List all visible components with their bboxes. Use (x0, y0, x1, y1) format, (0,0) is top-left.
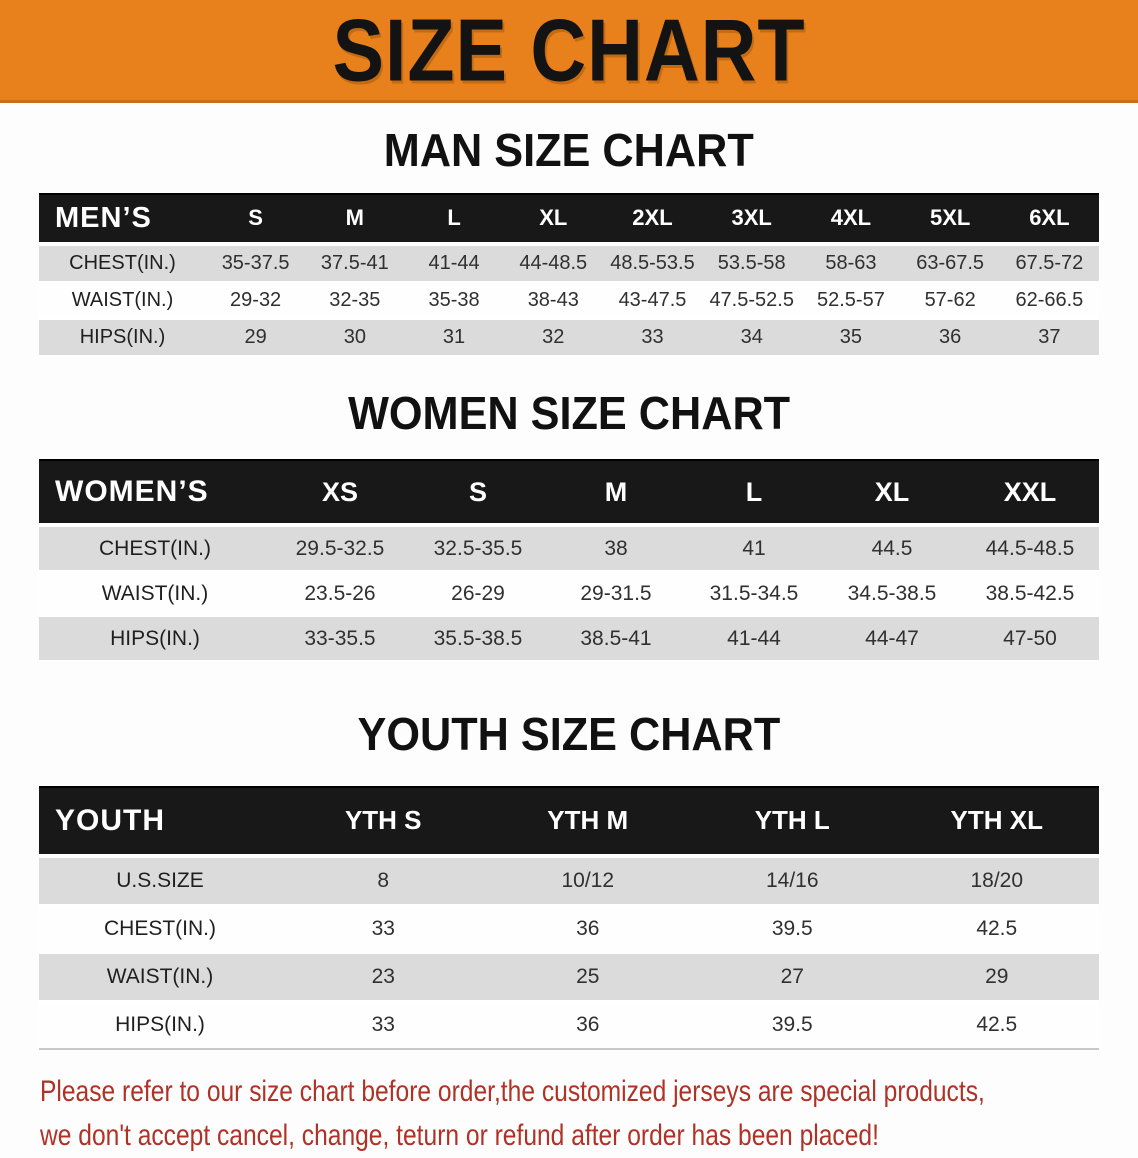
measurement-value: 31 (404, 319, 503, 356)
measurement-value: 62-66.5 (1000, 282, 1099, 319)
measurement-value: 8 (281, 856, 486, 905)
size-column-header: YTH XL (895, 787, 1100, 856)
measurement-value: 39.5 (690, 1001, 895, 1049)
disclaimer-line-1: Please refer to our size chart before order,the customized jerseys are special products, (40, 1074, 985, 1108)
women-section-heading-text: WOMEN SIZE CHART (347, 386, 790, 439)
measurement-value: 34.5-38.5 (823, 571, 961, 616)
measurement-value: 38.5-41 (547, 616, 685, 661)
measurement-value: 29-32 (206, 282, 305, 319)
measurement-row (39, 525, 1099, 571)
measurement-row (39, 571, 1099, 616)
measurement-value: 33 (281, 1001, 486, 1049)
measurement-row (39, 1001, 1099, 1049)
size-column-header: M (547, 460, 685, 525)
group-label: YOUTH (39, 787, 281, 856)
measurement-value: 41-44 (685, 616, 823, 661)
size-column-header: S (409, 460, 547, 525)
youth-section-heading (0, 709, 1138, 760)
measurement-value: 33-35.5 (271, 616, 409, 661)
measurement-value: 33 (281, 905, 486, 953)
measurement-value: 35-37.5 (206, 244, 305, 282)
size-header-row (39, 787, 1099, 856)
size-column-header: 2XL (603, 194, 702, 244)
size-column-header: YTH L (690, 787, 895, 856)
youth-size-table (39, 786, 1099, 1050)
size-header-row (39, 194, 1099, 244)
man-section-heading (0, 125, 1138, 176)
size-column-header: XS (271, 460, 409, 525)
measurement-value: 14/16 (690, 856, 895, 905)
size-column-header: 5XL (901, 194, 1000, 244)
measurement-value: 52.5-57 (801, 282, 900, 319)
banner-title: SIZE CHART (332, 0, 806, 100)
measurement-value: 32-35 (305, 282, 404, 319)
banner (0, 0, 1138, 103)
man-size-section (0, 125, 1138, 357)
measurement-row (39, 319, 1099, 356)
measurement-value: 30 (305, 319, 404, 356)
group-label: WOMEN’S (39, 460, 271, 525)
measurement-row (39, 856, 1099, 905)
measurement-value: 23 (281, 953, 486, 1001)
measurement-value: 32.5-35.5 (409, 525, 547, 571)
size-column-header: M (305, 194, 404, 244)
size-header-row (39, 460, 1099, 525)
measurement-label: WAIST(IN.) (39, 953, 281, 1001)
measurement-value: 31.5-34.5 (685, 571, 823, 616)
measurement-value: 47.5-52.5 (702, 282, 801, 319)
measurement-row (39, 905, 1099, 953)
women-size-section (0, 388, 1138, 663)
measurement-value: 37.5-41 (305, 244, 404, 282)
measurement-value: 34 (702, 319, 801, 356)
measurement-value: 37 (1000, 319, 1099, 356)
measurement-value: 44.5-48.5 (961, 525, 1099, 571)
measurement-label: CHEST(IN.) (39, 244, 206, 282)
measurement-value: 39.5 (690, 905, 895, 953)
size-column-header: S (206, 194, 305, 244)
size-column-header: 3XL (702, 194, 801, 244)
measurement-value: 29.5-32.5 (271, 525, 409, 571)
measurement-row (39, 244, 1099, 282)
measurement-row (39, 616, 1099, 661)
group-label: MEN’S (39, 194, 206, 244)
size-column-header: YTH S (281, 787, 486, 856)
measurement-value: 25 (486, 953, 691, 1001)
measurement-value: 38 (547, 525, 685, 571)
measurement-value: 44.5 (823, 525, 961, 571)
measurement-value: 29 (895, 953, 1100, 1001)
measurement-value: 47-50 (961, 616, 1099, 661)
measurement-value: 43-47.5 (603, 282, 702, 319)
measurement-value: 36 (486, 1001, 691, 1049)
measurement-value: 35 (801, 319, 900, 356)
measurement-label: CHEST(IN.) (39, 525, 271, 571)
measurement-value: 23.5-26 (271, 571, 409, 616)
measurement-value: 57-62 (901, 282, 1000, 319)
size-column-header: 6XL (1000, 194, 1099, 244)
order-disclaimer (0, 1070, 1138, 1158)
size-column-header: 4XL (801, 194, 900, 244)
measurement-row (39, 282, 1099, 319)
measurement-value: 10/12 (486, 856, 691, 905)
measurement-value: 58-63 (801, 244, 900, 282)
measurement-value: 44-48.5 (504, 244, 603, 282)
youth-size-section (0, 709, 1138, 1050)
men-size-table (39, 193, 1099, 357)
size-column-header: XXL (961, 460, 1099, 525)
measurement-label: HIPS(IN.) (39, 319, 206, 356)
measurement-value: 36 (486, 905, 691, 953)
measurement-value: 38-43 (504, 282, 603, 319)
measurement-value: 29-31.5 (547, 571, 685, 616)
measurement-value: 29 (206, 319, 305, 356)
measurement-label: U.S.SIZE (39, 856, 281, 905)
size-column-header: L (685, 460, 823, 525)
measurement-label: HIPS(IN.) (39, 616, 271, 661)
disclaimer-line-2: we don't accept cancel, change, teturn or refund after order has been placed! (40, 1118, 879, 1152)
size-column-header: XL (823, 460, 961, 525)
size-column-header: XL (504, 194, 603, 244)
measurement-row (39, 953, 1099, 1001)
measurement-value: 33 (603, 319, 702, 356)
measurement-value: 32 (504, 319, 603, 356)
man-section-heading-text: MAN SIZE CHART (384, 124, 754, 176)
measurement-value: 41-44 (404, 244, 503, 282)
women-section-heading (0, 388, 1138, 439)
measurement-value: 48.5-53.5 (603, 244, 702, 282)
measurement-label: HIPS(IN.) (39, 1001, 281, 1049)
measurement-value: 27 (690, 953, 895, 1001)
measurement-label: CHEST(IN.) (39, 905, 281, 953)
measurement-value: 36 (901, 319, 1000, 356)
women-size-table (39, 459, 1099, 662)
measurement-value: 67.5-72 (1000, 244, 1099, 282)
youth-section-heading-text: YOUTH SIZE CHART (357, 708, 781, 761)
measurement-value: 18/20 (895, 856, 1100, 905)
measurement-value: 63-67.5 (901, 244, 1000, 282)
size-column-header: YTH M (486, 787, 691, 856)
measurement-value: 42.5 (895, 1001, 1100, 1049)
measurement-value: 35-38 (404, 282, 503, 319)
measurement-label: WAIST(IN.) (39, 282, 206, 319)
measurement-value: 44-47 (823, 616, 961, 661)
measurement-value: 53.5-58 (702, 244, 801, 282)
measurement-value: 38.5-42.5 (961, 571, 1099, 616)
measurement-value: 41 (685, 525, 823, 571)
size-column-header: L (404, 194, 503, 244)
measurement-value: 26-29 (409, 571, 547, 616)
measurement-value: 35.5-38.5 (409, 616, 547, 661)
measurement-value: 42.5 (895, 905, 1100, 953)
measurement-label: WAIST(IN.) (39, 571, 271, 616)
